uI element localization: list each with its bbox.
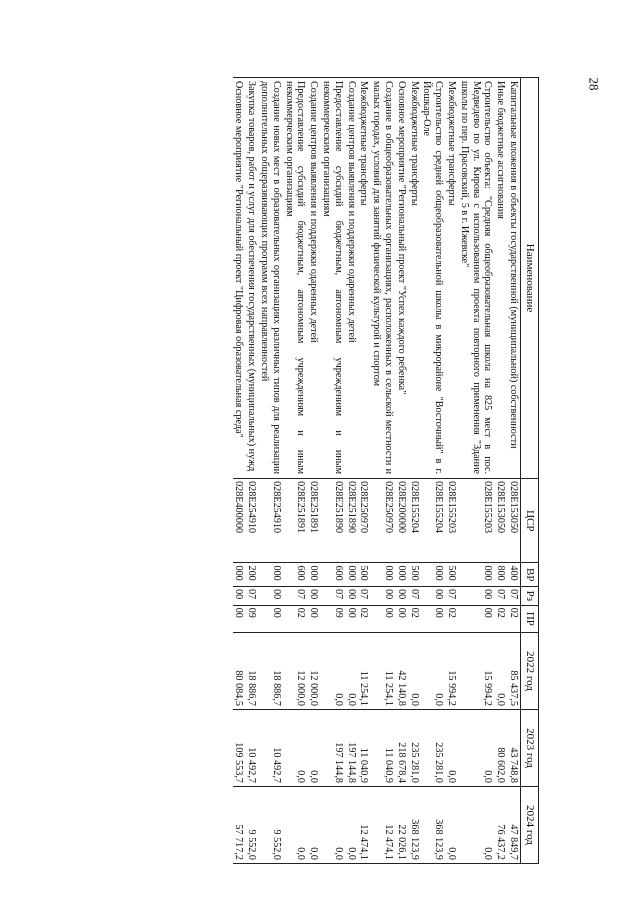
row-csr: 028E155204 [408,479,421,563]
page-number: 28 [586,77,602,91]
header-2022: 2022 год [521,633,539,710]
row-2024: 0,0 [458,786,494,863]
row-2022: 85 437,5 [507,633,520,710]
row-2022: 0,0 [494,633,507,710]
row-vr: 500 [408,563,421,587]
row-csr: 028E153050 [494,479,507,563]
row-csr: 028E200000 [395,479,408,563]
row-2023: 235 281,0 [408,709,421,786]
row-pr: 09 [320,605,345,632]
row-2024: 368 123,9 [421,786,446,863]
row-pr: 00 [370,605,395,632]
row-name: Основное мероприятие "Региональный проект "Цифровая образовательная среда" [233,81,245,438]
row-vr: 000 [233,563,246,587]
row-vr: 000 [258,563,283,587]
row-pr: 00 [458,605,494,632]
row-name: Межбюджетные трансферты [408,81,420,206]
row-rz: 00 [395,587,408,606]
row-vr: 500 [358,563,371,587]
budget-table [233,77,539,864]
row-pr: 02 [507,605,520,632]
row-2023: 218 678,4 [395,709,408,786]
header-pr: ПР [521,605,539,632]
row-pr: 02 [358,605,371,632]
row-csr: 028E155204 [421,479,446,563]
table-row [345,78,358,864]
row-vr: 000 [421,563,446,587]
table-row [507,78,520,864]
row-2022: 12 000,0 [283,633,308,710]
header-csr: ЦСР [521,479,539,563]
row-2024: 9 552,0 [258,786,283,863]
row-2024: 22 026,1 [395,786,408,863]
row-csr: 028E254910 [258,479,283,563]
row-2023: 11 040,9 [370,709,395,786]
row-rz: 00 [233,587,246,606]
row-rz: 00 [307,587,320,606]
table-row [395,78,408,864]
row-2023: 197 144,8 [345,709,358,786]
header-rz: Рз [521,587,539,606]
row-vr: 200 [245,563,258,587]
header-2024: 2024 год [521,786,539,863]
table-body [233,78,521,864]
row-name: Строительство объекта: "Средняя общеобразовательная школа на 825 мест в пос. Медведево по ул. Кирова с использованием проекта повторного применения "Здание школы по пер. Прасовский, 5 в г. Ижевске" [458,81,494,475]
row-2022: 0,0 [421,633,446,710]
table-row [320,78,345,864]
header-2023: 2023 год [521,709,539,786]
row-csr: 028E254910 [245,479,258,563]
row-pr: 09 [245,605,258,632]
row-pr: 00 [307,605,320,632]
row-2024: 76 437,2 [494,786,507,863]
row-name: Предоставление субсидий бюджетным, автономным учреждениям и иным некоммерческим организациям [321,81,344,475]
row-2023: 0,0 [307,709,320,786]
row-csr: 028E251890 [320,479,345,563]
row-csr: 028E251891 [283,479,308,563]
row-pr: 02 [408,605,421,632]
row-2022: 15 994,2 [445,633,458,710]
row-rz: 00 [370,587,395,606]
row-rz: 07 [507,587,520,606]
row-2022: 0,0 [320,633,345,710]
row-vr: 000 [395,563,408,587]
row-name: Создание центров выявления и поддержки одаренных детей [345,81,357,343]
row-pr: 02 [283,605,308,632]
row-2024: 0,0 [345,786,358,863]
row-2024: 12 474,1 [358,786,371,863]
row-csr: 028E251891 [307,479,320,563]
row-rz: 07 [320,587,345,606]
row-2022: 12 000,0 [307,633,320,710]
row-name: Межбюджетные трансферты [446,81,458,206]
row-vr: 000 [370,563,395,587]
row-csr: 028E250970 [370,479,395,563]
row-2023: 109 553,7 [233,709,246,786]
row-csr: 028E400000 [233,479,246,563]
row-vr: 000 [458,563,494,587]
row-name: Иные бюджетные ассигнования [495,81,507,219]
row-2022: 18 886,7 [245,633,258,710]
row-rz: 07 [445,587,458,606]
row-vr: 600 [320,563,345,587]
row-pr: 02 [445,605,458,632]
row-rz: 07 [494,587,507,606]
row-2024: 0,0 [307,786,320,863]
header-name: Наименование [521,78,539,479]
row-csr: 028E250970 [358,479,371,563]
header-vr: ВР [521,563,539,587]
table-row [307,78,320,864]
row-rz: 00 [421,587,446,606]
table-row [494,78,507,864]
row-2023: 10 492,7 [245,709,258,786]
row-name: Межбюджетные трансферты [358,81,370,206]
row-2024: 0,0 [283,786,308,863]
row-vr: 800 [494,563,507,587]
row-name: Предоставление субсидий бюджетным, автономным учреждениям и иным некоммерческим организациям [283,81,307,475]
table-row [370,78,395,864]
table-header-row [521,78,539,864]
row-vr: 000 [345,563,358,587]
row-2022: 80 084,5 [233,633,246,710]
row-name: Закупка товаров, работ и услуг для обеспечения государственных (муниципальных) нужд [246,81,258,472]
table-row [408,78,421,864]
row-rz: 07 [283,587,308,606]
row-2023: 235 281,0 [421,709,446,786]
row-pr: 00 [345,605,358,632]
row-2023: 0,0 [458,709,494,786]
row-pr: 00 [258,605,283,632]
row-2022: 11 254,1 [370,633,395,710]
row-name: Создание центров выявления и поддержки одаренных детей [308,81,320,343]
row-2024: 57 717,2 [233,786,246,863]
row-rz: 07 [408,587,421,606]
row-rz: 07 [245,587,258,606]
row-pr: 00 [395,605,408,632]
row-rz: 00 [458,587,494,606]
row-2024: 9 552,0 [245,786,258,863]
row-name: Создание новых мест в образовательных организациях различных типов для реализации дополнительных общеразвивающих программ всех направленностей [259,81,282,475]
row-name: Капитальные вложения в объекты государственной (муниципальной) собственности [508,81,519,449]
row-2024: 0,0 [320,786,345,863]
table-row [283,78,308,864]
row-vr: 400 [507,563,520,587]
table-row [358,78,371,864]
row-2023: 80 602,0 [494,709,507,786]
row-csr: 028E251890 [345,479,358,563]
row-2024: 0,0 [445,786,458,863]
row-2022: 15 994,2 [458,633,494,710]
row-2023: 0,0 [445,709,458,786]
row-pr: 02 [494,605,507,632]
row-vr: 500 [445,563,458,587]
row-vr: 000 [307,563,320,587]
row-name: Основное мероприятие "Региональный проект "Успех каждого ребенка" [395,81,407,395]
row-name: Строительство средней общеобразовательной школы в микрорайоне "Восточный" в г. Йошкар-Оле [421,81,445,475]
table-row [233,78,246,864]
row-vr: 600 [283,563,308,587]
row-pr: 00 [233,605,246,632]
row-2022: 0,0 [345,633,358,710]
row-csr: 028E155203 [445,479,458,563]
row-2023: 197 144,8 [320,709,345,786]
row-2023: 0,0 [283,709,308,786]
row-pr: 00 [421,605,446,632]
row-2022: 18 886,7 [258,633,283,710]
row-2023: 43 748,8 [507,709,520,786]
row-name: Создание в общеобразовательных организациях, расположенных в сельской местности и малых городах, условий для занятий физической культурой и спортом [371,81,395,475]
row-csr: 028E155203 [458,479,494,563]
table-row [245,78,258,864]
table-row [421,78,446,864]
row-2022: 42 140,8 [395,633,408,710]
table-row [458,78,494,864]
row-csr: 028E153050 [507,479,520,563]
row-2022: 11 254,1 [358,633,371,710]
row-2022: 0,0 [408,633,421,710]
table-row [258,78,283,864]
row-rz: 00 [258,587,283,606]
table-row [445,78,458,864]
row-2024: 47 849,7 [507,786,520,863]
budget-table-rotated [107,77,539,864]
row-2024: 368 123,9 [408,786,421,863]
row-rz: 00 [345,587,358,606]
row-rz: 07 [358,587,371,606]
row-2023: 10 492,7 [258,709,283,786]
row-2024: 12 474,1 [370,786,395,863]
row-2023: 11 040,9 [358,709,371,786]
